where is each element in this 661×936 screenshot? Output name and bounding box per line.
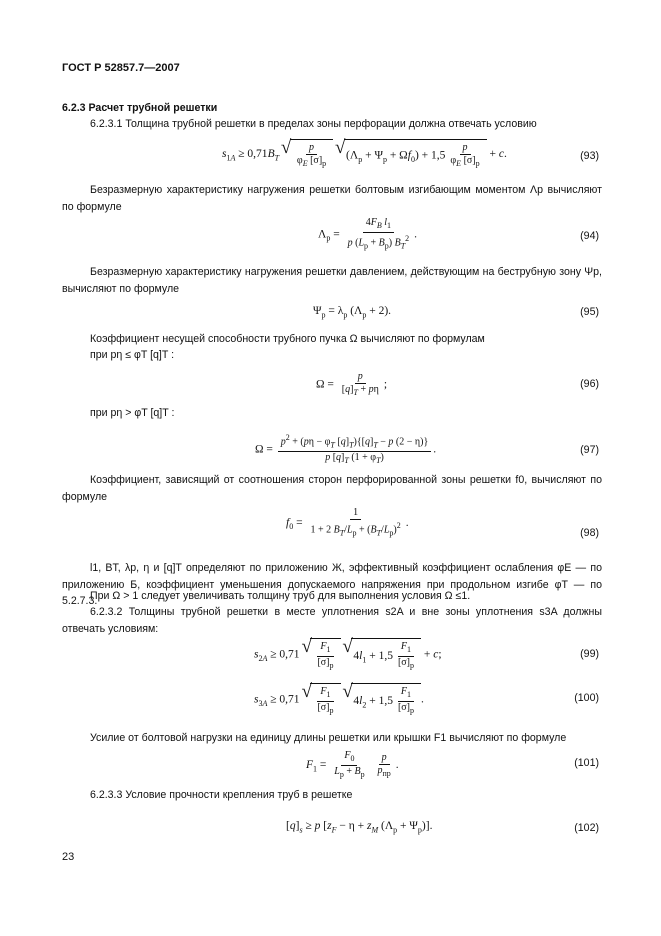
equation-number-95: (95) [580,306,599,318]
paragraph-f0: Коэффициент, зависящий от соотношения сторон перфорированной зоны решетки f0, вычисляют по формуле [62,474,602,503]
equation-number-101: (101) [574,757,599,769]
paragraph-6-2-3-2: 6.2.3.2 Толщины трубной решетки в месте уплотнения s2A и вне зоны уплотнения s3A должны отвечать условиям: [62,606,602,635]
formula-98: $f_0$ = $\frac{1}{1 + 2 B_T/L_р + (B_T/L_р)^2}$ . [286,507,409,538]
formula-101: $F_1$ = $\frac{F_0}{L_р + B_р}$ $\frac{p}{p_{пр}}$ . [306,750,399,779]
formula-99: $s_{2A} \ge 0,71$ √ $\frac{F_1}{[\sigma]_р}$ √ $4l_1 + 1,5$ $\frac{F_1}{[\sigma]_р}$ + c; [254,638,442,672]
equation-number-100: (100) [574,692,599,704]
formula-100: $s_{3A} \ge 0,71$ √ $\frac{F_1}{[\sigma]_р}$ √ $4l_2 + 1,5$ $\frac{F_1}{[\sigma]_р}$ . [254,683,424,717]
formula-97: Ω = $\frac{p^2 + (p\eta - \varphi_T [q]_T)\{[q]_T - p (2 - \eta)\}}{p [q]_T (1 + \varphi_T)}$ . [255,433,437,466]
formula-96: Ω = $\frac{p}{[q]_T + p\eta}$ ; [316,371,388,397]
equation-number-99: (99) [580,648,599,660]
paragraph-omega: Коэффициент несущей способности трубного пучка Ω вычисляют по формулам [90,333,485,345]
equation-number-97: (97) [580,444,599,456]
paragraph-psi: Безразмерную характеристику нагружения решетки давлением, действующим на беструбную зону Ψp, вычисляют по формуле [62,266,602,295]
document-header: ГОСТ Р 52857.7—2007 [62,62,180,74]
equation-number-96: (96) [580,378,599,390]
equation-number-93: (93) [580,150,599,162]
formula-94: $\Lambda_р$ = $\frac{4F_B l_1}{p (L_р + B_р) B_T^2}$ . [318,217,418,251]
paragraph-6-2-3-1: 6.2.3.1 Толщина трубной решетки в пределах зоны перфорации должна отвечать условию [90,118,537,130]
paragraph-6-2-3-3: 6.2.3.3 Условие прочности крепления труб в решетке [90,789,353,801]
paragraph-f1: Усилие от болтовой нагрузки на единицу длины решетки или крышки F1 вычисляют по формуле [90,732,567,744]
page-number: 23 [62,851,75,863]
formula-93: $s_{1A} \ge 0,71B_T$ √ $\frac{p}{\varphi_E [\sigma]_р}$ √ $(\Lambda_р + \Psi_р + \Omega f_0) + 1,5$ $\frac{p}{\varphi_E [\sigma]_р}$ + c. [222,139,507,170]
formula-95: $\Psi_р = \lambda_р$ $(\Lambda_р + 2)$. [313,305,392,320]
paragraph-omega-condition: При Ω > 1 следует увеличивать толщину труб для выполнения условия Ω ≤1. [90,590,471,602]
section-heading: 6.2.3 Расчет трубной решетки [62,102,218,114]
paragraph-lambda: Безразмерную характеристику нагружения решетки болтовым изгибающим моментом Λp вычисляют по формуле [62,184,602,213]
paragraph-definitions: l1, BT, λp, η и [q]T определяют по приложению Ж, эффективный коэффициент ослабления φE — по приложению Б, коэффициент уменьшения допускаемого напряжения при продольном изгибе φT — по 5.2.7.3. [62,562,602,607]
equation-number-94: (94) [580,230,599,242]
equation-number-98: (98) [580,527,599,539]
equation-number-102: (102) [574,822,599,834]
condition-2: при pη > φT [q]T : [90,407,175,419]
formula-102: $[q]_s \ge p$ [$z_F - \eta + z_M$ $(\Lambda_р + \Psi_р)$]. [286,820,433,835]
condition-1: при pη ≤ φT [q]T : [90,349,175,361]
